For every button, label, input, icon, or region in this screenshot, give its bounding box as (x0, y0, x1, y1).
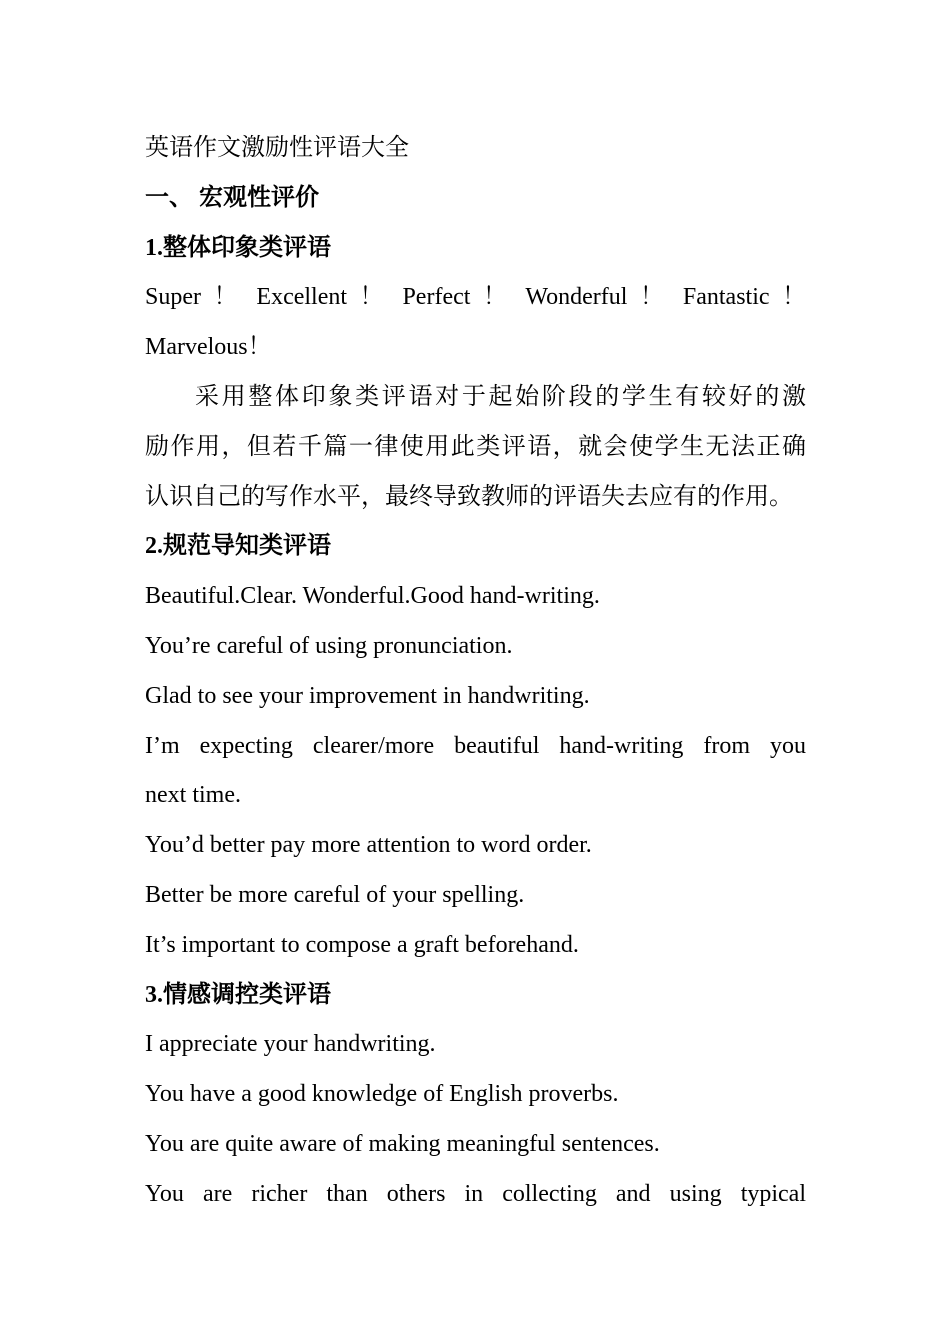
comment-line: Better be more careful of your spelling. (145, 881, 525, 908)
praise-words-line-end: Marvelous！ (145, 334, 272, 361)
subsection-heading-norm-guidance: 2.规范导知类评语 (145, 533, 331, 560)
section-heading-macro-evaluation: 一、 宏观性评价 (145, 184, 319, 211)
comment-line: I’m expecting clearer/more beautiful hand-writing from you (145, 732, 806, 759)
document-page (145, 124, 806, 1220)
comment-line: It’s important to compose a graft beforehand. (145, 931, 579, 958)
comment-line: I appreciate your handwriting. (145, 1031, 436, 1058)
paragraph-line-end: 认识自己的写作水平，最终导致教师的评语失去应有的作用。 (145, 483, 793, 510)
comment-line: You’d better pay more attention to word order. (145, 832, 592, 859)
comment-line: You have a good knowledge of English proverbs. (145, 1081, 619, 1108)
document-title: 英语作文激励性评语大全 (145, 135, 409, 161)
subsection-heading-overall-impression: 1.整体印象类评语 (145, 234, 331, 261)
comment-line: You’re careful of using pronunciation. (145, 632, 513, 659)
comment-line: You are richer than others in collecting and using typical (145, 1180, 806, 1207)
paragraph-line: 采用整体印象类评语对于起始阶段的学生有较好的激 (195, 383, 806, 410)
comment-line: Glad to see your improvement in handwriting. (145, 682, 590, 709)
praise-words-line: Super ！ Excellent ！ Perfect ！ Wonderful ！ Fantastic ！ (145, 284, 806, 311)
comment-line: Beautiful.Clear. Wonderful.Good hand-writing. (145, 583, 600, 610)
paragraph-line: 励作用，但若千篇一律使用此类评语，就会使学生无法正确 (145, 433, 806, 460)
comment-line: You are quite aware of making meaningful sentences. (145, 1130, 660, 1157)
subsection-heading-emotional-regulation: 3.情感调控类评语 (145, 981, 331, 1008)
comment-line-end: next time. (145, 782, 241, 809)
